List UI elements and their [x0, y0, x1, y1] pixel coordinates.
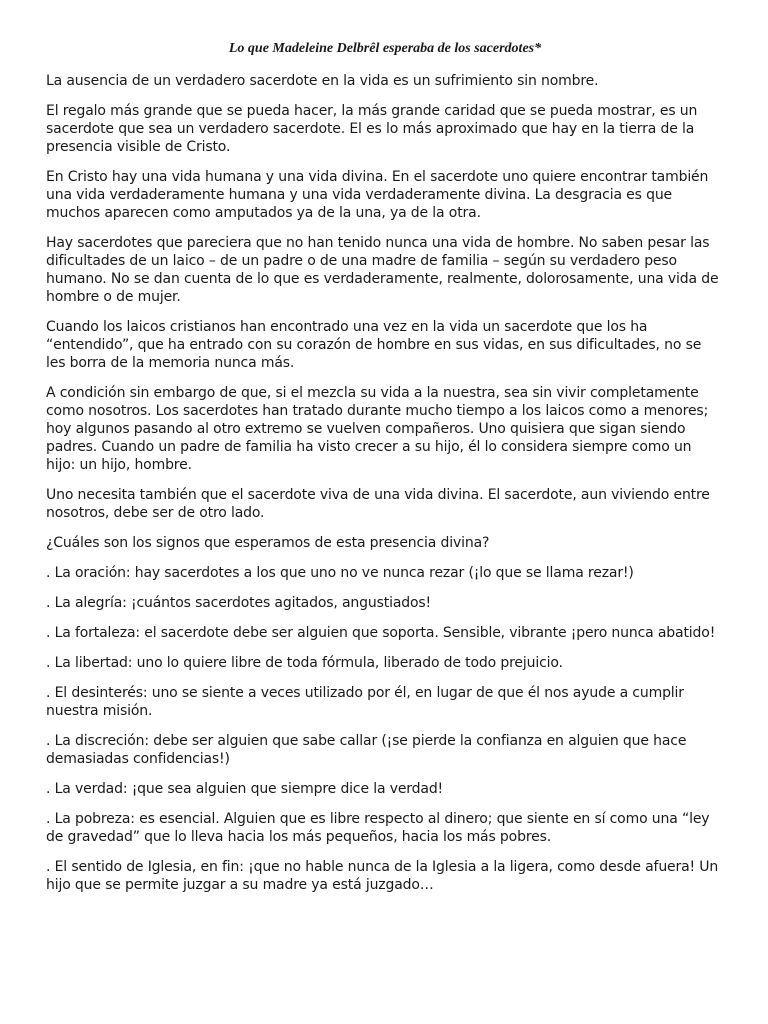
paragraph: Hay sacerdotes que pareciera que no han tenido nunca una vida de hombre. No saben pesar las dificultades de un laico – de un padre o de una madre de familia – según su verdadero peso humano. No se dan cuenta de lo que es verdaderamente, realmente, dolorosamente, una vida de hombre o de mujer.: [46, 235, 723, 305]
sign-item: . La discreción: debe ser alguien que sabe callar (¡se pierde la confianza en alguien que hace demasiadas confidencias!): [46, 733, 691, 767]
sign-item: . La oración: hay sacerdotes a los que uno no ve nunca rezar (¡lo que se llama rezar!): [46, 565, 634, 581]
sign-item: . El sentido de Iglesia, en fin: ¡que no hable nunca de la Iglesia a la ligera, como desde afuera! Un hijo que se permite juzgar a su madre ya está juzgado…: [46, 859, 723, 893]
paragraph: El regalo más grande que se pueda hacer, la más grande caridad que se pueda mostrar, es un sacerdote que sea un verdadero sacerdote. El es lo más aproximado que hay en la tierra de la presencia visible de Cristo.: [46, 103, 702, 155]
sign-item: . El desinterés: uno se siente a veces utilizado por él, en lugar de que él nos ayude a cumplir nuestra misión.: [46, 685, 689, 719]
sign-item: . La fortaleza: el sacerdote debe ser alguien que soporta. Sensible, vibrante ¡pero nunca abatido!: [46, 625, 716, 641]
paragraph: Cuando los laicos cristianos han encontrado una vez en la vida un sacerdote que los ha “entendido”, que ha entrado con su corazón de hombre en sus vidas, en sus dificultades, no se les borra de la memoria nunca más.: [46, 319, 706, 371]
paragraph: A condición sin embargo de que, si el mezcla su vida a la nuestra, sea sin vivir completamente como nosotros. Los sacerdotes han tratado durante mucho tiempo a los laicos como a menores; hoy algunos pasando al otro extremo se vuelven compañeros. Uno quisiera que sigan siendo padres. Cuando un padre de familia ha visto crecer a su hijo, él lo considera siempre como un hijo: un hijo, hombre.: [46, 385, 713, 473]
paragraph: Uno necesita también que el sacerdote viva de una vida divina. El sacerdote, aun viviendo entre nosotros, debe ser de otro lado.: [46, 487, 719, 521]
question-paragraph: ¿Cuáles son los signos que esperamos de esta presencia divina?: [46, 535, 490, 551]
sign-item: . La verdad: ¡que sea alguien que siempre dice la verdad!: [46, 781, 444, 797]
paragraph: La ausencia de un verdadero sacerdote en la vida es un sufrimiento sin nombre.: [46, 73, 599, 89]
sign-item: . La libertad: uno lo quiere libre de toda fórmula, liberado de todo prejuicio.: [46, 655, 563, 671]
document-title: Lo que Madeleine Delbrêl esperaba de los sacerdotes*: [228, 41, 542, 56]
paragraph: En Cristo hay una vida humana y una vida divina. En el sacerdote uno quiere encontrar también una vida verdaderamente humana y una vida verdaderamente divina. La desgracia es que muchos aparecen como amputados ya de la una, ya de la otra.: [46, 169, 713, 221]
sign-item: . La pobreza: es esencial. Alguien que es libre respecto al dinero; que siente en sí como una “ley de gravedad” que lo lleva hacia los más pequeños, hacia los más pobres.: [46, 811, 714, 845]
sign-item: . La alegría: ¡cuántos sacerdotes agitados, angustiados!: [46, 595, 432, 611]
